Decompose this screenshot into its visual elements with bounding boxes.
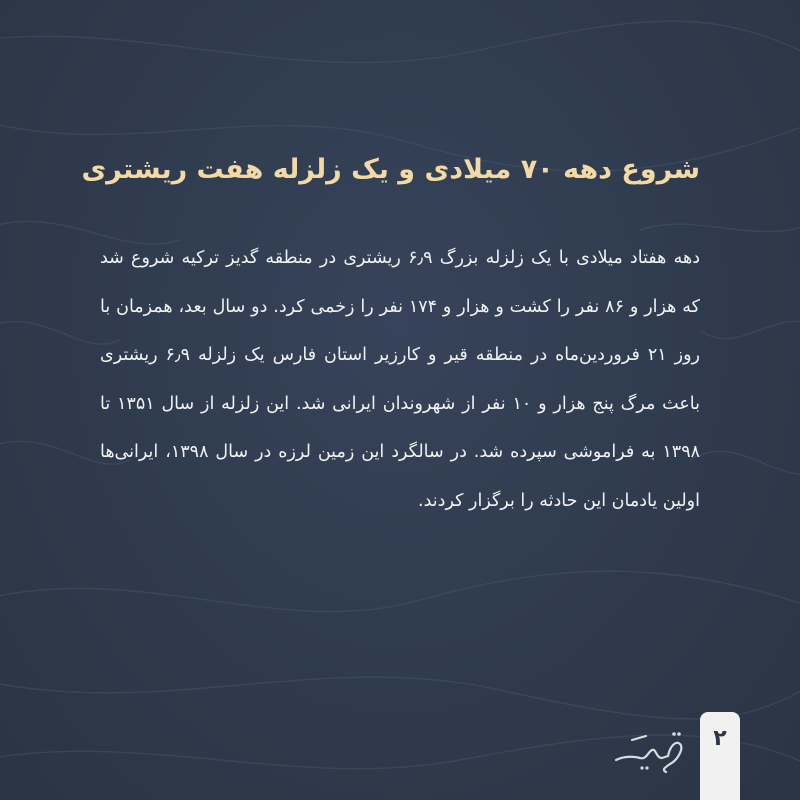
slide-title: شروع دهه ۷۰ میلادی و یک زلزله هفت ریشتری [81, 154, 700, 185]
shargh-logo-icon [612, 726, 686, 776]
body-paragraph: دهه هفتاد میلادی با یک زلزله بزرگ ۶٫۹ ریشتری در منطقه گدیز ترکیه شروع شد که هزار و ۸۶ نفر را کشت و هزار و ۱۷۴ نفر را زخمی کرد. دو سال بعد، همزمان با روز ۲۱ فروردین‌ماه در منطقه قیر و کارزیر استان فارس یک زلزله ۶٫۹ ریشتری باعث مرگ پنج هزار و ۱۰ نفر از شهروندان ایرانی شد. این زلزله از سال ۱۳۵۱ تا ۱۳۹۸ به فراموشی سپرده شد. در سالگرد این زمین لرزه در سال ۱۳۹۸، ایرانی‌ها اولین یادمان این حادثه را برگزار کردند. [100, 248, 701, 511]
page-number: ۲ [713, 726, 727, 751]
page-number-tab [700, 712, 740, 800]
